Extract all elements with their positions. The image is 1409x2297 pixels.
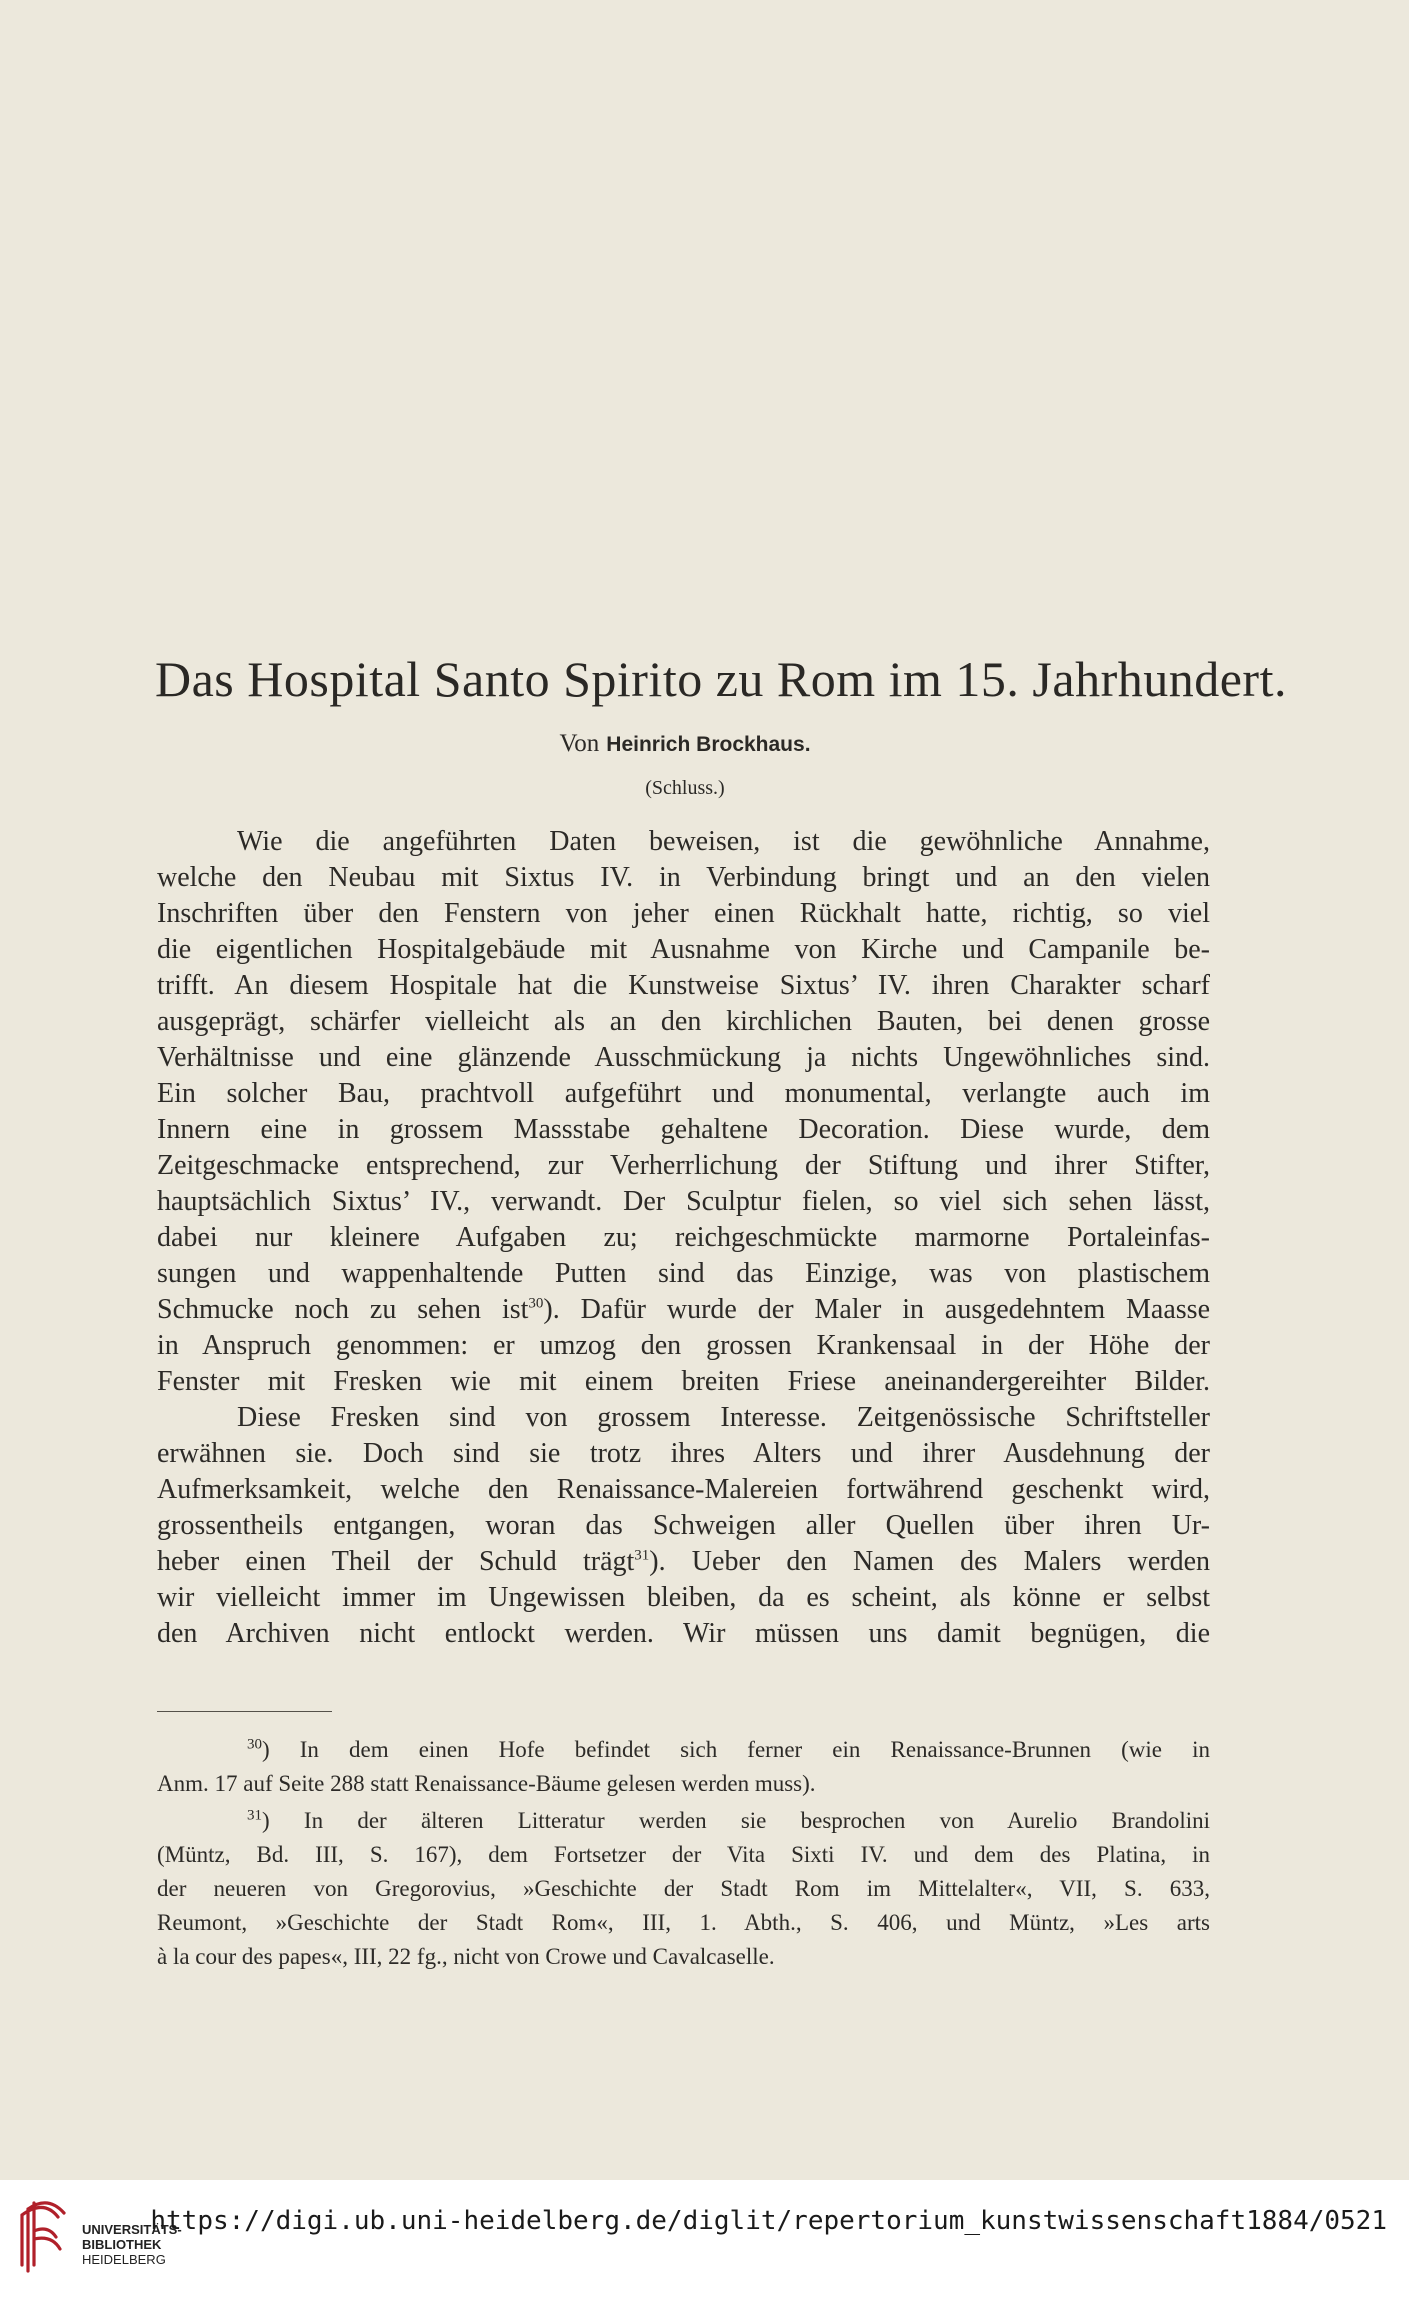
body-line: Inschriften über den Fenstern von jeher einen Rückhalt hatte, richtig, so viel [157, 898, 1210, 929]
body-line: Aufmerksamkeit, welche den Renaissance-Malereien fortwährend geschenkt wird, [157, 1474, 1210, 1505]
author-name: Heinrich Brockhaus. [606, 733, 811, 756]
body-line: welche den Neubau mit Sixtus IV. in Verbindung bringt und an den vielen [157, 862, 1210, 893]
footnote-text: ) In dem einen Hofe befindet sich ferner ein Renaissance-Brunnen (wie in [262, 1737, 1210, 1762]
body-line: Fenster mit Fresken wie mit einem breiten Friese aneinandergereihter Bilder. [157, 1366, 1210, 1397]
author-line [155, 730, 1215, 758]
footer-bar [0, 2180, 1409, 2297]
footnote-divider [157, 1711, 332, 1712]
library-name-line: BIBLIOTHEK [82, 2237, 162, 2252]
body-line-with-footnote-ref [157, 1292, 1210, 1328]
body-line: trifft. An diesem Hospitale hat die Kunstweise Sixtus’ IV. ihren Charakter scharf [157, 970, 1210, 1001]
body-line: Zeitgeschmacke entsprechend, zur Verherrlichung der Stiftung und ihrer Stifter, [157, 1150, 1210, 1181]
footnote-ref-30: 30 [528, 1295, 544, 1312]
body-line: grossentheils entgangen, woran das Schweigen aller Quellen über ihren Ur- [157, 1510, 1210, 1541]
body-line: wir vielleicht immer im Ungewissen bleiben, da es scheint, als könne er selbst [157, 1582, 1210, 1613]
body-line: Wie die angeführten Daten beweisen, ist die gewöhnliche Annahme, [237, 826, 1210, 857]
body-line: die eigentlichen Hospitalgebäude mit Ausnahme von Kirche und Campanile be- [157, 934, 1210, 965]
body-line: sungen und wappenhaltende Putten sind das Einzige, was von plastischem [157, 1258, 1210, 1289]
body-text: ). Dafür wurde der Maler in ausgedehntem Maasse [543, 1294, 1210, 1325]
footnote-text: (Müntz, Bd. III, S. 167), dem Fortsetzer der Vita Sixti IV. und dem des Platina, in [157, 1842, 1210, 1867]
footnote-text: Anm. 17 auf Seite 288 statt Renaissance-Bäume gelesen werden muss). [157, 1771, 816, 1796]
footnote-marker: 31 [247, 1807, 262, 1824]
continuation-note: (Schluss.) [645, 777, 725, 799]
author-prefix: Von [559, 730, 600, 757]
body-line: Diese Fresken sind von grossem Interesse. Zeitgenössische Schriftsteller [237, 1402, 1210, 1433]
body-line: erwähnen sie. Doch sind sie trotz ihres Alters und ihrer Ausdehnung der [157, 1438, 1210, 1469]
body-text: ). Ueber den Namen des Malers werden [649, 1546, 1211, 1577]
body-line: ausgeprägt, schärfer vielleicht als an den kirchlichen Bauten, bei denen grosse [157, 1006, 1210, 1037]
body-text: heber einen Theil der Schuld trägt [157, 1546, 635, 1577]
footnote-30 [157, 1735, 1210, 1765]
body-line: den Archiven nicht entlockt werden. Wir müssen uns damit begnügen, die [157, 1618, 1210, 1649]
body-line: hauptsächlich Sixtus’ IV., verwandt. Der Sculptur fielen, so viel sich sehen lässt, [157, 1186, 1210, 1217]
footnote-ref-31: 31 [634, 1547, 650, 1564]
library-name-line: UNIVERSITÄTS- [82, 2222, 182, 2237]
body-line: dabei nur kleinere Aufgaben zu; reichgeschmückte marmorne Portaleinfas- [157, 1222, 1210, 1253]
footnote-text: der neueren von Gregorovius, »Geschichte der Stadt Rom im Mittelalter«, VII, S. 633, [157, 1876, 1210, 1901]
body-line: Innern eine in grossem Massstabe gehaltene Decoration. Diese wurde, dem [157, 1114, 1210, 1145]
footnote-marker: 30 [247, 1736, 262, 1753]
permalink-url[interactable]: https://digi.ub.uni-heidelberg.de/diglit/repertorium_kunstwissenschaft1884/0521 [150, 2206, 1387, 2236]
footnote-text: à la cour des papes«, III, 22 fg., nicht von Crowe und Cavalcaselle. [157, 1944, 775, 1969]
article-title: Das Hospital Santo Spirito zu Rom im 15. Jahrhundert. [155, 651, 1287, 707]
library-name-line: HEIDELBERG [82, 2252, 166, 2267]
body-line: Ein solcher Bau, prachtvoll aufgeführt und monumental, verlangte auch im [157, 1078, 1210, 1109]
ub-heidelberg-logo-icon[interactable] [14, 2195, 70, 2277]
footnote-text: ) In der älteren Litteratur werden sie besprochen von Aurelio Brandolini [262, 1808, 1210, 1833]
footnote-31 [157, 1806, 1210, 1836]
body-line: Verhältnisse und eine glänzende Ausschmückung ja nichts Ungewöhnliches sind. [157, 1042, 1210, 1073]
footnote-text: Reumont, »Geschichte der Stadt Rom«, III, 1. Abth., S. 406, und Müntz, »Les arts [157, 1910, 1210, 1935]
body-text: Schmucke noch zu sehen ist [157, 1294, 529, 1325]
body-line-with-footnote-ref [157, 1544, 1210, 1580]
body-line: in Anspruch genommen: er umzog den grossen Krankensaal in der Höhe der [157, 1330, 1210, 1361]
